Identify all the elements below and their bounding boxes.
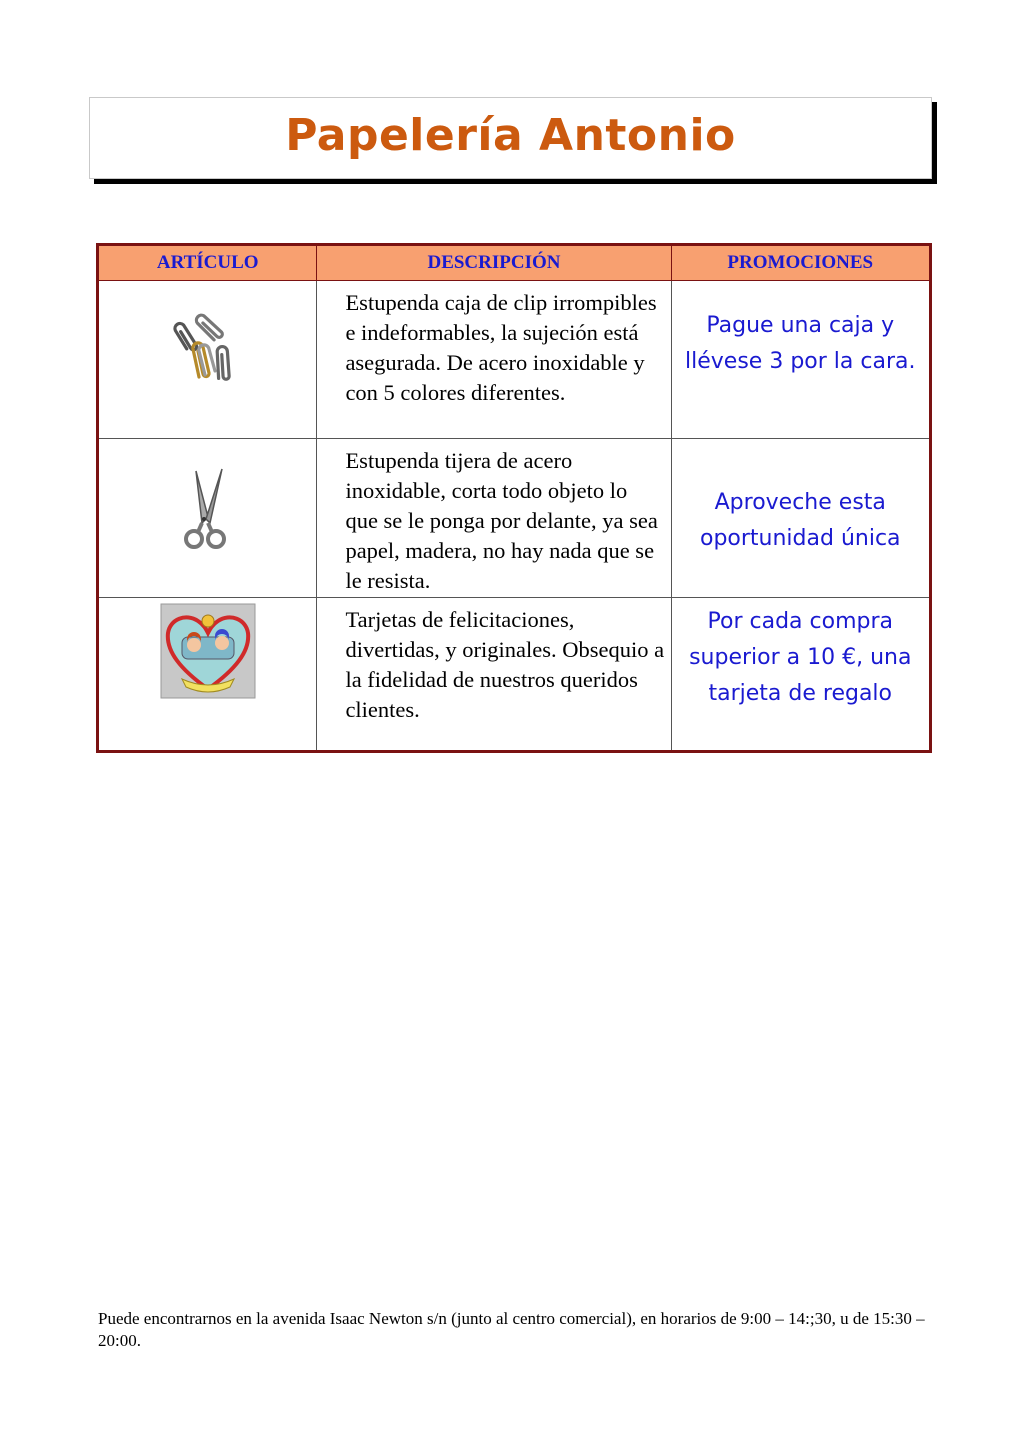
header-promociones: PROMOCIONES	[671, 245, 930, 281]
scissors-icon	[178, 467, 238, 557]
description-cell	[317, 281, 671, 439]
article-cell	[98, 281, 317, 439]
description-text: Estupenda caja de clip irrompibles e indeformables, la sujeción está asegurada. De acero inoxidable y con 5 colores diferentes.	[345, 290, 657, 405]
description-cell	[317, 598, 671, 752]
table-header-row	[98, 245, 931, 281]
paper-clips-icon	[163, 299, 253, 389]
promotion-cell	[671, 281, 930, 439]
footer-address: Puede encontrarnos en la avenida Isaac Newton s/n (junto al centro comercial), en horarios de 9:00 – 14:;30, u de 15:30 – 20:00.	[98, 1309, 925, 1350]
description-text: Tarjetas de felicitaciones, divertidas, y originales. Obsequio a la fidelidad de nuestros queridos clientes.	[345, 607, 665, 722]
description-text: Estupenda tijera de acero inoxidable, corta todo objeto lo que se le ponga por delante, ya sea papel, madera, no hay nada que se le resista.	[345, 448, 658, 593]
promotion-cell	[671, 598, 930, 752]
page-title: Papelería Antonio	[285, 110, 736, 161]
article-cell	[98, 598, 317, 752]
title-box	[89, 97, 932, 179]
promotion-text: Aproveche esta oportunidad única	[699, 490, 901, 551]
header-articulo: ARTÍCULO	[98, 245, 317, 281]
header-descripcion: DESCRIPCIÓN	[317, 245, 671, 281]
table-row	[98, 439, 931, 598]
table-row	[98, 281, 931, 439]
article-cell	[98, 439, 317, 598]
description-cell	[317, 439, 671, 598]
greeting-card-icon	[160, 603, 256, 699]
promotion-text: Pague una caja y llévese 3 por la cara.	[685, 313, 916, 374]
table-row	[98, 598, 931, 752]
promotion-text: Por cada compra superior a 10 €, una tarjeta de regalo	[689, 609, 912, 706]
products-table	[96, 243, 932, 753]
promotion-cell	[671, 439, 930, 598]
